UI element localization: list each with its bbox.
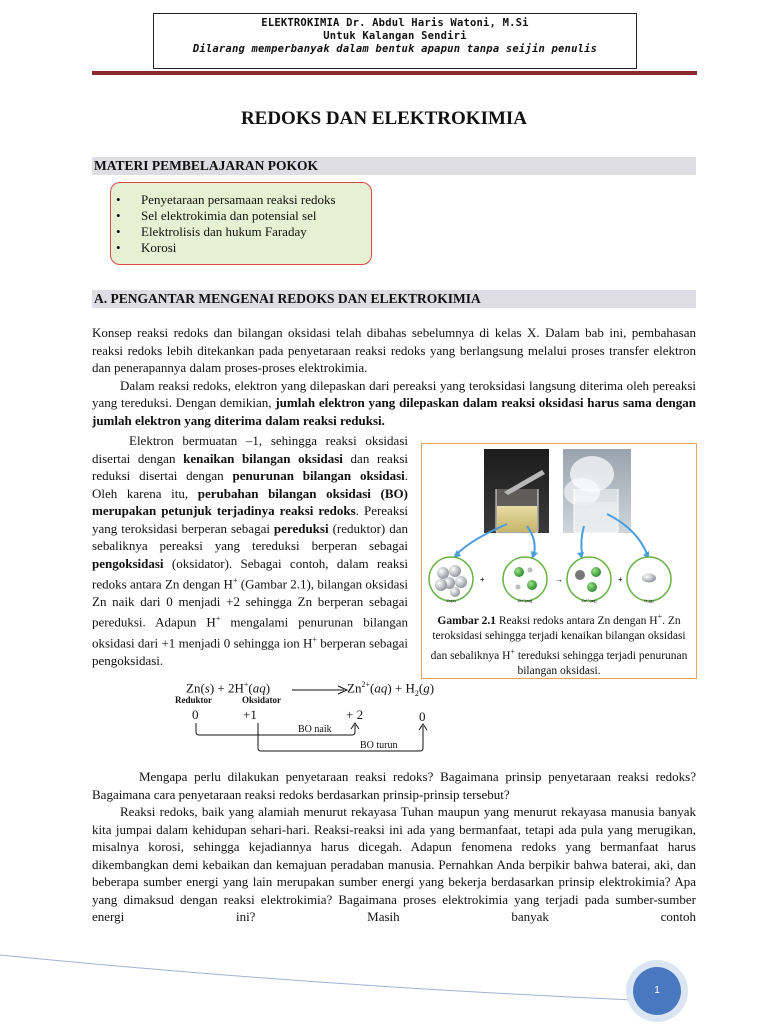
oksidator-label: Oksidator (242, 695, 282, 705)
equation-products: $Zn^{2+}(aq) + H_2(g)$ (347, 680, 435, 698)
paragraph-2-bold: jumlah elektron yang dilepaskan dalam reaksi oksidasi harus sama dengan jumlah elektron yang diterima dalam reaksi reduksi. (92, 395, 696, 428)
paragraph-4: Mengapa perlu dilakukan penyetaraan reaksi redoks? Bagaimana prinsip penyetaraan reaksi redoks? Bagaimana cara penyetaraan reaksi redoks berdasarkan prinsip-prinsip tersebut? (92, 769, 696, 802)
page-title: REDOKS DAN ELEKTROKIMIA (240, 108, 528, 129)
equation-reactants: Zn(s) + 2H+(aq) (186, 680, 271, 696)
list-item: • Penyetaraan persamaan reaksi redoks (141, 192, 371, 208)
bo-zn-product: + 2 (346, 707, 364, 722)
paragraph-3: Elektron bermuatan –1, sehingga reaksi oksidasi disertai dengan kenaikan bilangan oksidasi dan reaksi reduksi disertai dengan penurunan bilangan oksidasi. Oleh karena itu, perubahan bilangan oksidasi (BO) merupakan petunjuk terjadinya reaksi redoks. Pereaksi yang teroksidasi berperan sebagai pereduksi (reduktor) dan sebaliknya pereaksi yang tereduksi berperan sebagai pengoksidasi (oksidator). Sebagai contoh, dalam reaksi redoks antara Zn dengan H+ (Gambar 2.1), bilangan oksidasi Zn naik dari 0 menjadi +2 sehingga Zn berperan sebagai pereduksi. Adapun H+ mengalami penurunan bilangan oksidasi dari +1 menjadi 0 sehingga ion H+ berperan sebagai pengoksidasi. (92, 433, 409, 668)
paragraph-2-text: Dalam reaksi redoks, elektron yang dilepaskan dari pereaksi yang teroksidasi langsung diterima oleh pereaksi yang tereduksi. Dengan demikian, (92, 377, 696, 410)
list-item: • Korosi (141, 240, 371, 256)
bo-zn-reactant: 0 (192, 707, 199, 722)
bo-turun-label: BO turun (360, 740, 398, 751)
header-line-3: Dilarang memperbanyak dalam bentuk apapun tanpa seijin penulis (192, 43, 598, 55)
svg-text:+: + (618, 575, 623, 584)
svg-text:2H⁺(aq): 2H⁺(aq) (517, 598, 533, 603)
header-line-2: Untuk Kalangan Sendiri (323, 30, 467, 42)
list-item: • Sel elektrokimia dan potensial sel (141, 208, 371, 224)
header-line-1: ELEKTROKIMIA Dr. Abdul Haris Watoni, M.Si (261, 17, 529, 29)
svg-text:→: → (555, 575, 563, 584)
svg-text:Zn(s): Zn(s) (446, 598, 456, 603)
bo-h-reactant: +1 (243, 707, 257, 722)
svg-text:Zn²⁺(aq): Zn²⁺(aq) (581, 598, 597, 603)
figure-caption: Gambar 2.1 Reaksi redoks antara Zn dengan H+. Zn teroksidasi sehingga terjadi kenaikan bilangan oksidasi dan sebaliknya H+ tereduksi sehingga terjadi penurunan bilangan oksidasi. (430, 612, 688, 677)
section-a-heading: A. PENGANTAR MENGENAI REDOKS DAN ELEKTROKIMIA (92, 290, 696, 308)
page-number: 1 (654, 985, 660, 996)
paragraph-5: Reaksi redoks, baik yang alamiah menurut rekayasa Tuhan maupun yang menurut rekayasa manusia banyak kita jumpai dalam kehidupan sehari-hari. Reaksi-reaksi ini ada yang bermanfaat, tetapi ada pula yang merugikan, misalnya korosi, sehingga kejadiannya harus dicegah. Adapun fenomena redoks yang bermanfaat harus dikembangkan demi kebaikan dan kemajuan peradaban manusia. Pernahkan Anda berpikir bahwa baterai, aki, dan beberapa sumber energi yang lain merupakan sumber energi yang bekerja berdasarkan prinsip elektrokimia? Apa yang dimaksud dengan reaksi elektrokimia? Bagaimana proses elektrokimia yang terjadi pada sumber-sumber energi ini? Masih banyak contoh (92, 804, 696, 924)
bo-h-product: 0 (419, 709, 426, 724)
list-item: • Elektrolisis dan hukum Faraday (141, 224, 371, 240)
svg-text:H₂(g): H₂(g) (644, 598, 654, 603)
materi-heading: MATERI PEMBELAJARAN POKOK (92, 157, 696, 175)
bo-naik-label: BO naik (298, 724, 332, 735)
paragraph-1: Konsep reaksi redoks dan bilangan oksidasi telah dibahas sebelumnya di kelas X. Dalam bab ini, pembahasan reaksi redoks lebih ditekankan pada penyetaraan reaksi redoks yang berlangsung melalui proses transfer elektron dan penerapannya dalam proses-proses elektrokimia. (92, 325, 696, 375)
svg-text:+: + (480, 575, 485, 584)
reduktor-label: Reduktor (175, 695, 213, 705)
